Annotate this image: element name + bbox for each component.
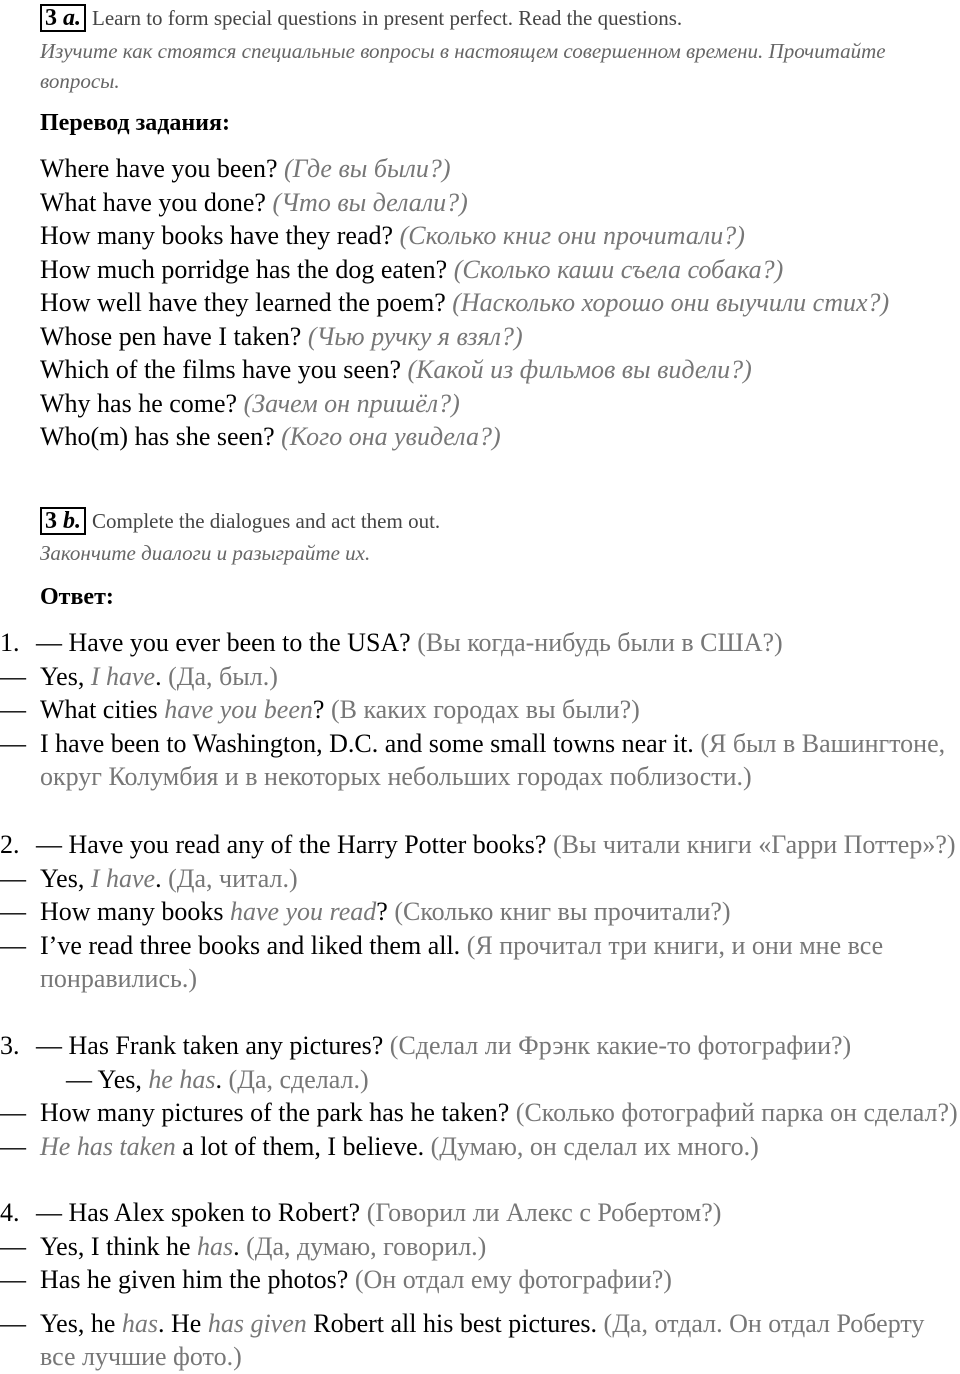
task-b-instruction-en: Complete the dialogues and act them out. [92,509,441,533]
dialogue-line: — Yes, he has. (Да, сделал.) [66,1064,369,1094]
question-item: Where have you been? (Где вы были?) [40,154,451,183]
task-a-header [40,4,952,32]
question-item: Why has he come? (Зачем он пришёл?) [40,388,460,418]
dialogue-line: 1. — Have you ever been to the USA? (Вы когда-нибудь были в США?) [0,628,783,657]
task-b-badge: 3 b. [40,507,86,535]
dialogue-line: — Yes, I have. (Да, читал.) [0,863,298,893]
question-item: How well have they learned the poem? (Насколько хорошо они выучили стих?) [40,288,890,317]
question-item: How many books have they read? (Сколько книг они прочитали?) [40,221,745,250]
question-item: Which of the films have you seen? (Какой из фильмов вы видели?) [40,355,752,384]
dialogue-line: 3. — Has Frank taken any pictures? (Сделал ли Фрэнк какие-то фотографии?) [0,1031,852,1060]
task-a-badge: 3 a. [40,4,86,32]
question-item: Whose pen have I taken? (Чью ручку я взял?) [40,321,523,351]
dialogue-line: — I have been to Washington, D.C. and some small towns near it. (Я был в Вашингтоне, округ Колумбия и в некоторых небольших городах поблизости.) [0,728,946,791]
dialogue-line: — What cities have you been? (В каких городах вы были?) [0,695,640,724]
dialogue-line: — He has taken a lot of them, I believe. (Думаю, он сделал их много.) [0,1131,759,1161]
dialogue-line: — Yes, I have. (Да, был.) [0,661,278,691]
task-b-header [40,507,952,535]
task-a-heading: Перевод задания: [40,110,230,136]
dialogue-2 [0,828,960,996]
dialogue-3 [0,1029,960,1163]
task-b-heading: Ответ: [40,584,114,610]
dialogue-line: — Has he given him the photos? (Он отдал ему фотографии?) [0,1265,672,1294]
task-a-instruction-ru: Изучите как стоятся специальные вопросы в настоящем совершенном времени. Прочитайте вопросы. [40,39,886,93]
dialogue-line: 4. — Has Alex spoken to Robert? (Говорил ли Алекс с Робертом?) [0,1198,722,1227]
task-a-instruction-en: Learn to form special questions in present perfect. Read the questions. [92,6,683,30]
question-item: What have you done? (Что вы делали?) [40,187,468,217]
dialogue-line: — How many books have you read? (Сколько книг вы прочитали?) [0,897,731,926]
question-list [40,152,952,454]
dialogue-line: 2. — Have you read any of the Harry Potter books? (Вы читали книги «Гарри Поттер»?) [0,830,956,859]
dialogue-4 [0,1196,960,1374]
dialogue-line: — Yes, I think he has. (Да, думаю, говорил.) [0,1231,487,1261]
dialogue-1 [0,626,960,794]
question-item: How much porridge has the dog eaten? (Сколько каши съела собака?) [40,254,784,284]
dialogue-line: — How many pictures of the park has he taken? (Сколько фотографий парка он сделал?) [0,1098,958,1127]
question-item: Who(m) has she seen? (Кого она увидела?) [40,422,501,451]
dialogue-line: — Yes, he has. He has given Robert all his best pictures. (Да, отдал. Он отдал Роберту все лучшие фото.) [0,1308,925,1371]
dialogue-line: — I’ve read three books and liked them all. (Я прочитал три книги, и они мне все понравились.) [0,930,884,993]
task-b-instruction-ru: Закончите диалоги и разыграйте их. [40,541,371,565]
